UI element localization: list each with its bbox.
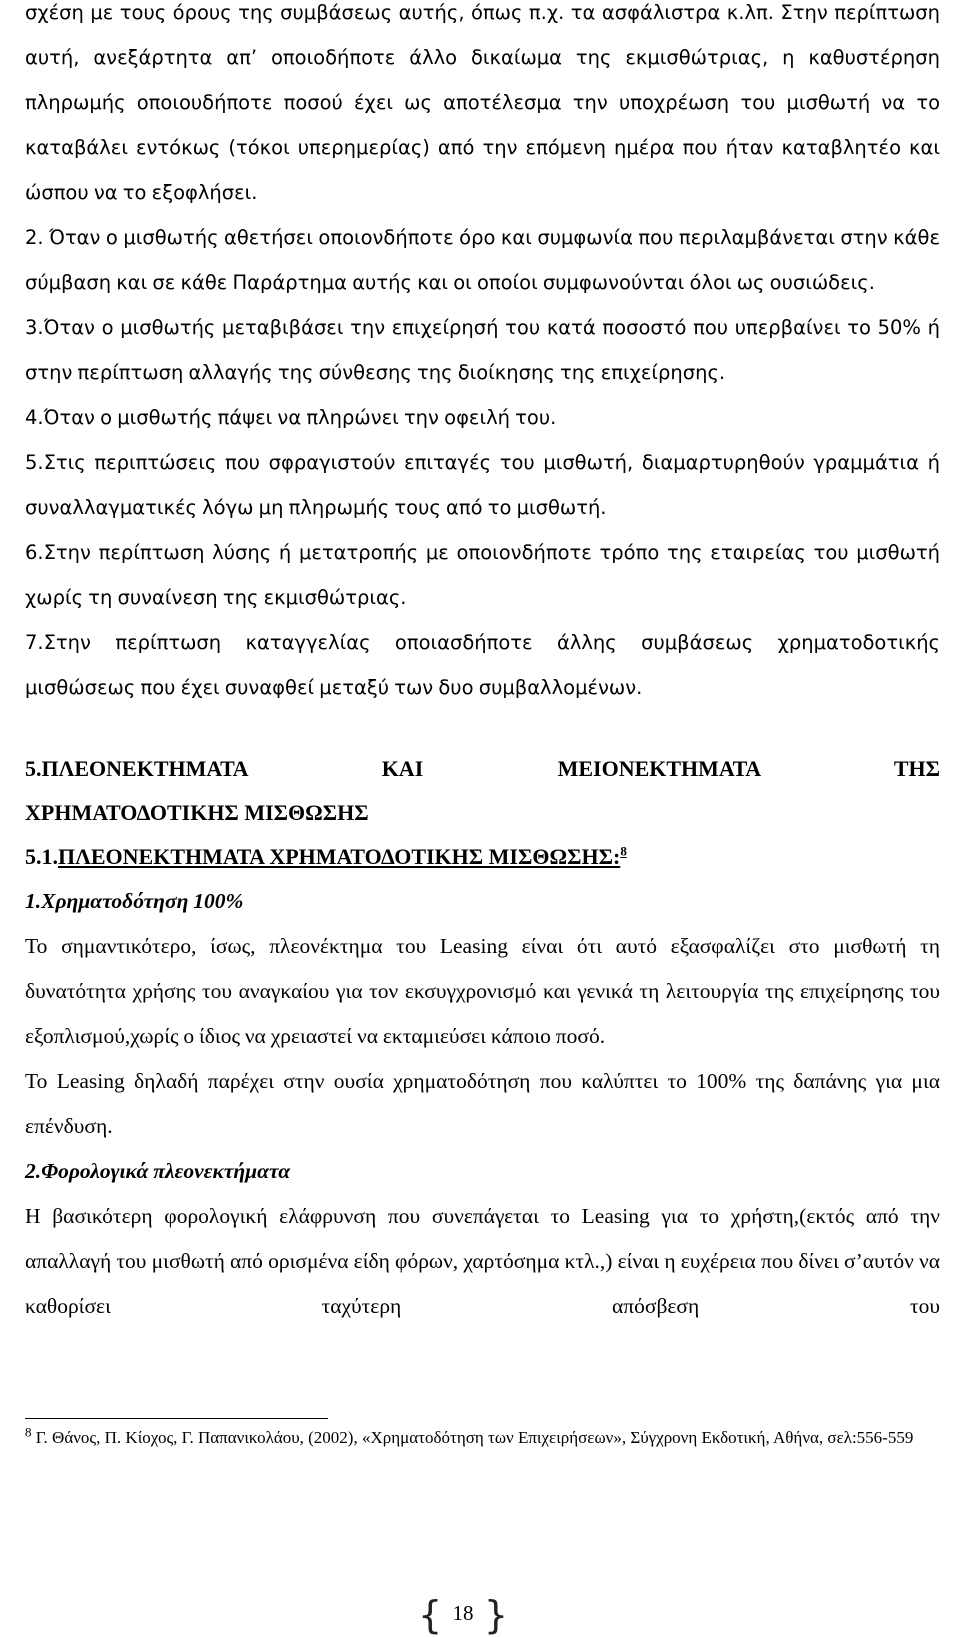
list-item-4: 4.Όταν ο μισθωτής πάψει να πληρώνει την οφειλή του. — [25, 406, 557, 429]
section-heading-line2: ΧΡΗΜΑΤΟΔΟΤΙΚΗΣ ΜΙΣΘΩΣΗΣ — [25, 800, 369, 825]
subsection-prefix: 5.1. — [25, 844, 58, 869]
document-page — [25, 0, 940, 1637]
page-number-box — [418, 1595, 508, 1635]
section-spacer — [25, 710, 940, 747]
list-item-3: 3.Όταν ο μισθωτής μεταβιβάσει την επιχείρησή του κατά ποσοστό που υπερβαίνει το 50% ή στην περίπτωση αλλαγής της σύνθεσης της διοίκησης της επιχείρησης. — [25, 316, 940, 384]
advantage-1-paragraph-2: Το Leasing δηλαδή παρέχει στην ουσία χρηματοδότηση που καλύπτει το 100% της δαπάνης για μια επένδυση. — [25, 1069, 940, 1138]
advantage-1-title: 1.Χρηματοδότηση 100% — [25, 889, 244, 913]
left-brace-icon: { — [418, 1593, 443, 1637]
section-heading-line1: 5.ΠΛΕΟΝΕΚΤΗΜΑΤΑ ΚΑΙ ΜΕΙΟΝΕΚΤΗΜΑΤΑ ΤΗΣ — [25, 756, 940, 781]
footnote-text: Γ. Θάνος, Π. Κίοχος, Γ. Παπανικολάου, (2002), «Χρηματοδότηση των Επιχειρήσεων», Σύγχρονη Εκδοτική, Αθήνα, σελ:556-559 — [35, 1428, 914, 1447]
advantage-2-title: 2.Φορολογικά πλεονεκτήματα — [25, 1159, 291, 1183]
subsection-title: ΠΛΕΟΝΕΚΤΗΜΑΤΑ ΧΡΗΜΑΤΟΔΟΤΙΚΗΣ ΜΙΣΘΩΣΗΣ: — [58, 844, 621, 869]
advantage-2-paragraph-1: Η βασικότερη φορολογική ελάφρυνση που συνεπάγεται το Leasing για το χρήστη,(εκτός από την απαλλαγή του μισθωτή από ορισμένα είδη φόρων, χαρτόσημα κτλ.,) είναι η ευχέρεια που δίνει σ’αυτόν να καθορίσει ταχύτερη απόσβεση του — [25, 1204, 940, 1318]
list-item-2: 2. Όταν ο μισθωτής αθετήσει οποιονδήποτε όρο και συμφωνία που περιλαμβάνεται στην κάθε σύμβαση και σε κάθε Παράρτημα αυτής και οι οποίοι συμφωνούνται όλοι ως ουσιώδεις. — [25, 226, 940, 294]
subsection-heading — [25, 835, 940, 879]
footnote-ref: 8 — [620, 843, 627, 859]
list-item-7: 7.Στην περίπτωση καταγγελίας οποιασδήποτε άλλης συμβάσεως χρηματοδοτικής μισθώσεως που έχει συναφθεί μεταξύ των δυο συμβαλλομένων. — [25, 631, 940, 699]
list-item-6: 6.Στην περίπτωση λύσης ή μετατροπής με οποιονδήποτε τρόπο της εταιρείας του μισθωτή χωρίς τη συναίνεση της εκμισθώτριας. — [25, 541, 940, 609]
page-number: 18 — [452, 1601, 474, 1625]
footnote — [25, 1426, 930, 1450]
right-brace-icon: } — [483, 1593, 508, 1637]
list-item-5: 5.Στις περιπτώσεις που σφραγιστούν επιταγές του μισθωτή, διαμαρτυρηθούν γραμμάτια ή συναλλαγματικές λόγω μη πληρωμής τους από το μισθωτή. — [25, 451, 940, 519]
intro-paragraph: σχέση με τους όρους της συμβάσεως αυτής, όπως π.χ. τα ασφάλιστρα κ.λπ. Στην περίπτωση αυτή, ανεξάρτητα απ’ οποιοδήποτε άλλο δικαίωμα της εκμισθώτριας, η καθυστέρηση πληρωμής οποιουδήποτε ποσού έχει ως αποτέλεσμα την υποχρέωση του μισθωτή να το καταβάλει εντόκως (τόκοι υπερημερίας) από την επόμενη ημέρα που ήταν καταβλητέο και ώσπου να το εξοφλήσει. — [25, 1, 940, 204]
footnote-separator — [25, 1418, 328, 1419]
advantage-1-paragraph-1: Το σημαντικότερο, ίσως, πλεονέκτημα του Leasing είναι ότι αυτό εξασφαλίζει στο μισθωτή τη δυνατότητα χρήσης του αναγκαίου για τον εκσυγχρονισμό και γενικά τη λειτουργία της επιχείρησης του εξοπλισμού,χωρίς ο ίδιος να χρειαστεί να εκταμιεύσει κάποιο ποσό. — [25, 934, 940, 1048]
footnote-number: 8 — [25, 1424, 32, 1440]
